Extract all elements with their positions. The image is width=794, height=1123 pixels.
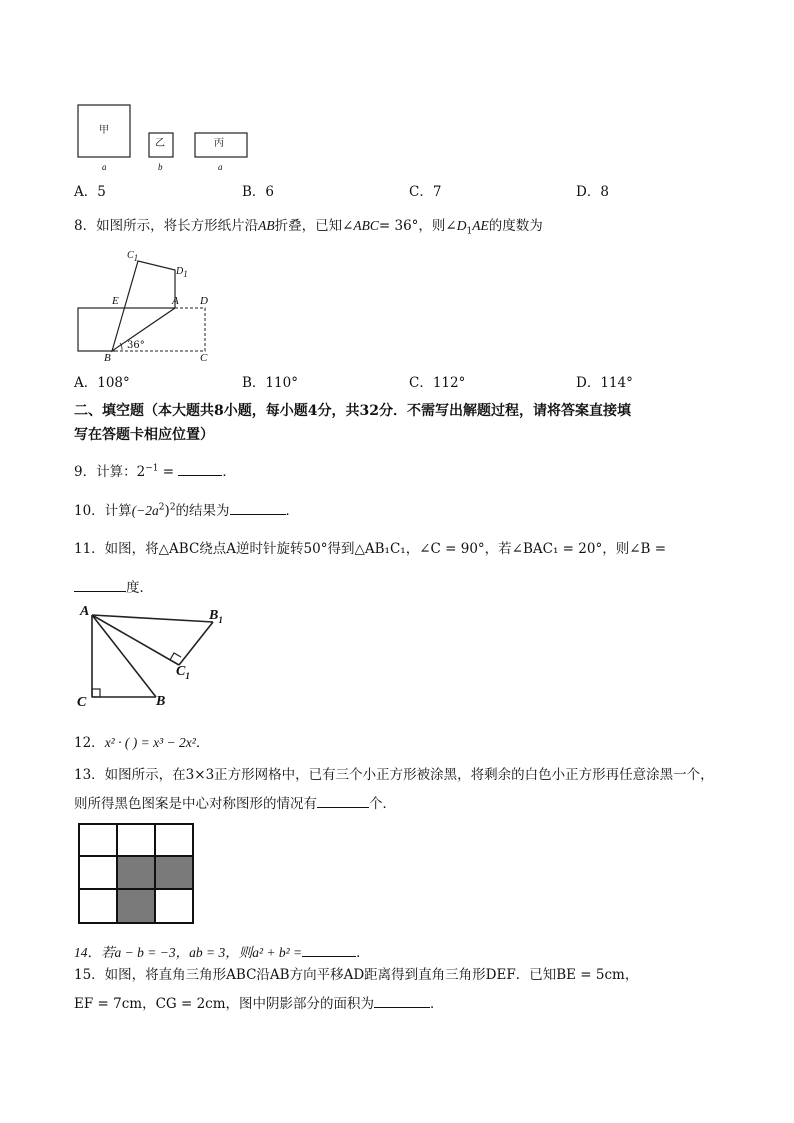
section-2-heading-line1: 二、填空题（本大题共8小题，每小题4分，共32分．不需写出解题过程，请将答案直接填 xyxy=(74,403,631,419)
section-2-heading-line2: 写在答题卡相应位置） xyxy=(74,427,214,443)
fig8-label-a: A xyxy=(172,295,179,307)
fig8-label-d1: $D_1$ xyxy=(176,266,188,279)
box-b-label: b xyxy=(158,162,163,172)
q13-question-line2: 则所得黑色图案是中心对称图形的情况有 个． xyxy=(74,796,396,812)
fig11-label-c1: $C_1$ xyxy=(176,664,190,681)
q8-question: 8．如图所示，将长方形纸片沿AB折叠，已知∠ABC= 36°，则$\angle D_1AE$的度数为 xyxy=(74,218,543,237)
q14-question: 14．若a − b = −3，ab = 3，则a² + b² = ． xyxy=(74,945,370,961)
fig8-label-d: D xyxy=(200,295,208,307)
q13-question-line1: 13．如图所示，在3×3正方形网格中，已有三个小正方形被涂黑，将剩余的白色小正方形再任意涂黑一个， xyxy=(74,767,714,783)
fig8-label-c: C xyxy=(200,352,208,364)
q10-question: 10．计算$(-2a^2)^2$的结果为 ． xyxy=(74,502,300,519)
q12-question: 12．x² · ( ) = x³ − 2x²． xyxy=(74,735,210,751)
box-yi-label: 乙 xyxy=(155,138,165,149)
q15-question-line1: 15．如图，将直角三角形ABC沿AB方向平移AD距离得到直角三角形DEF．已知BE = 5cm， xyxy=(74,967,639,983)
fig8-angle-label: 36° xyxy=(127,340,145,351)
q7-option-b: B．6 xyxy=(242,184,275,200)
q8-option-d: D．114° xyxy=(576,375,633,391)
q11-question-line1: 11．如图，将△ABC绕点A逆时针旋转50°得到△AB₁C₁，∠C = 90°，若∠BAC₁ = 20°，则∠B = xyxy=(74,541,667,557)
q8-option-a: A．108° xyxy=(74,375,130,391)
fig11-label-b1: $B_1$ xyxy=(209,608,223,625)
q7-option-a: A．5 xyxy=(74,184,106,200)
box-a2-label: a xyxy=(218,162,223,172)
q8-option-c: C．112° xyxy=(409,375,466,391)
fig8-label-c1: $C_1$ xyxy=(127,250,139,263)
fig11-label-b: B xyxy=(156,694,166,709)
box-a-label: a xyxy=(102,162,107,172)
q11-question-line2: 度． xyxy=(74,580,153,596)
q7-option-c: C．7 xyxy=(409,184,442,200)
q7-option-d: D．8 xyxy=(576,184,609,200)
q8-figure xyxy=(70,250,220,370)
q13-grid-figure xyxy=(75,822,200,927)
fig11-label-a: A xyxy=(80,604,90,619)
q8-option-b: B．110° xyxy=(242,375,298,391)
fig8-label-e: E xyxy=(112,295,119,307)
q10-answer-blank[interactable] xyxy=(230,503,286,515)
q15-answer-blank[interactable] xyxy=(374,996,430,1008)
q9-question: 9．计算：$2^{-1}$ = ． xyxy=(74,463,236,480)
q11-figure xyxy=(78,605,228,705)
q14-answer-blank[interactable] xyxy=(302,945,356,957)
q15-question-line2: EF = 7cm，CG = 2cm，图中阴影部分的面积为 ． xyxy=(74,996,444,1012)
box-jia-label: 甲 xyxy=(99,125,109,136)
q9-answer-blank[interactable] xyxy=(178,464,222,476)
q11-answer-blank[interactable] xyxy=(74,580,126,592)
fig11-label-c: C xyxy=(77,695,87,710)
box-bing-label: 丙 xyxy=(214,138,224,149)
q7-figure xyxy=(70,100,260,175)
q13-answer-blank[interactable] xyxy=(317,796,369,808)
fig8-label-b: B xyxy=(104,352,111,364)
